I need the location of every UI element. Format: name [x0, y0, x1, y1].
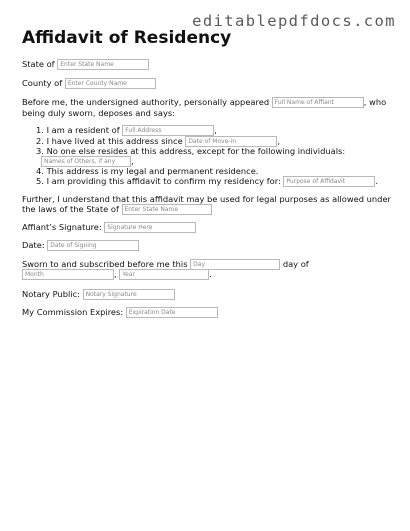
item-text: This address is my legal and permanent residence.	[46, 166, 259, 176]
sworn-label: Sworn to and subscribed before me this	[22, 259, 188, 269]
signature-row	[22, 222, 196, 233]
signature-label: Affiant’s Signature:	[22, 222, 102, 232]
item-punct: ,	[131, 156, 134, 166]
notary-label: Notary Public:	[22, 289, 80, 299]
county-field[interactable]: Enter County Name	[65, 78, 156, 89]
county-label: County of	[22, 78, 63, 88]
item-punct: ,	[277, 136, 280, 146]
affiant-name-field[interactable]: Full Name of Affiant	[272, 97, 364, 108]
date-row	[22, 240, 139, 251]
state-field[interactable]: Enter State Name	[57, 59, 149, 70]
item-punct: .	[375, 176, 379, 186]
commission-row	[22, 307, 218, 318]
page-title: Affidavit of Residency	[22, 28, 232, 48]
address-field[interactable]: Full Address	[122, 125, 214, 136]
list-item-3	[36, 146, 345, 156]
item-number: 1.	[36, 125, 44, 135]
intro-line-1	[22, 97, 386, 108]
law-state-field[interactable]: Enter State Name	[122, 204, 212, 215]
further-text: the laws of the State of	[22, 204, 119, 214]
list-item-4	[36, 166, 258, 176]
watermark-logo: editablepdfdocs.com	[192, 12, 396, 30]
day-of-text: day of	[282, 259, 309, 269]
state-label: State of	[22, 59, 55, 69]
commission-field[interactable]: Expiration Date	[126, 307, 218, 318]
notary-field[interactable]: Notary Signature	[83, 289, 175, 300]
signature-field[interactable]: Signature Here	[104, 222, 196, 233]
item-text: I am providing this affidavit to confirm my residency for:	[46, 176, 281, 186]
intro-after-text: , who	[363, 97, 387, 107]
date-field[interactable]: Date of Signing	[47, 240, 139, 251]
day-field[interactable]: Day	[190, 259, 280, 270]
month-year-row	[22, 269, 212, 280]
intro-text: Before me, the undersigned authority, personally appeared	[22, 97, 270, 107]
year-field[interactable]: Year	[119, 269, 209, 280]
notary-row	[22, 289, 175, 300]
month-punct: ,	[114, 269, 117, 279]
county-row	[22, 78, 156, 89]
intro-line-2: being duly sworn, deposes and says:	[22, 108, 175, 118]
state-row	[22, 59, 149, 70]
item-number: 5.	[36, 176, 44, 186]
others-field[interactable]: Names of Others, if any	[41, 156, 131, 167]
item-text: I am a resident of	[46, 125, 120, 135]
purpose-field[interactable]: Purpose of Affidavit	[283, 176, 375, 187]
item-punct: ,	[214, 125, 217, 135]
item-number: 2.	[36, 136, 44, 146]
month-field[interactable]: Month	[22, 269, 114, 280]
date-label: Date:	[22, 240, 45, 250]
year-punct: .	[209, 269, 212, 279]
move-in-date-field[interactable]: Date of Move-in	[185, 136, 277, 147]
further-line-1: Further, I understand that this affidavit may be used for legal purposes as allowed under	[22, 194, 391, 204]
list-item-5	[36, 176, 378, 187]
item-number: 4.	[36, 166, 44, 176]
item-number: 3.	[36, 146, 44, 156]
list-item-1	[36, 125, 217, 136]
item-text: I have lived at this address since	[46, 136, 183, 146]
item-text: No one else resides at this address, except for the following individuals:	[46, 146, 346, 156]
commission-label: My Commission Expires:	[22, 307, 124, 317]
further-line-2	[22, 204, 212, 215]
